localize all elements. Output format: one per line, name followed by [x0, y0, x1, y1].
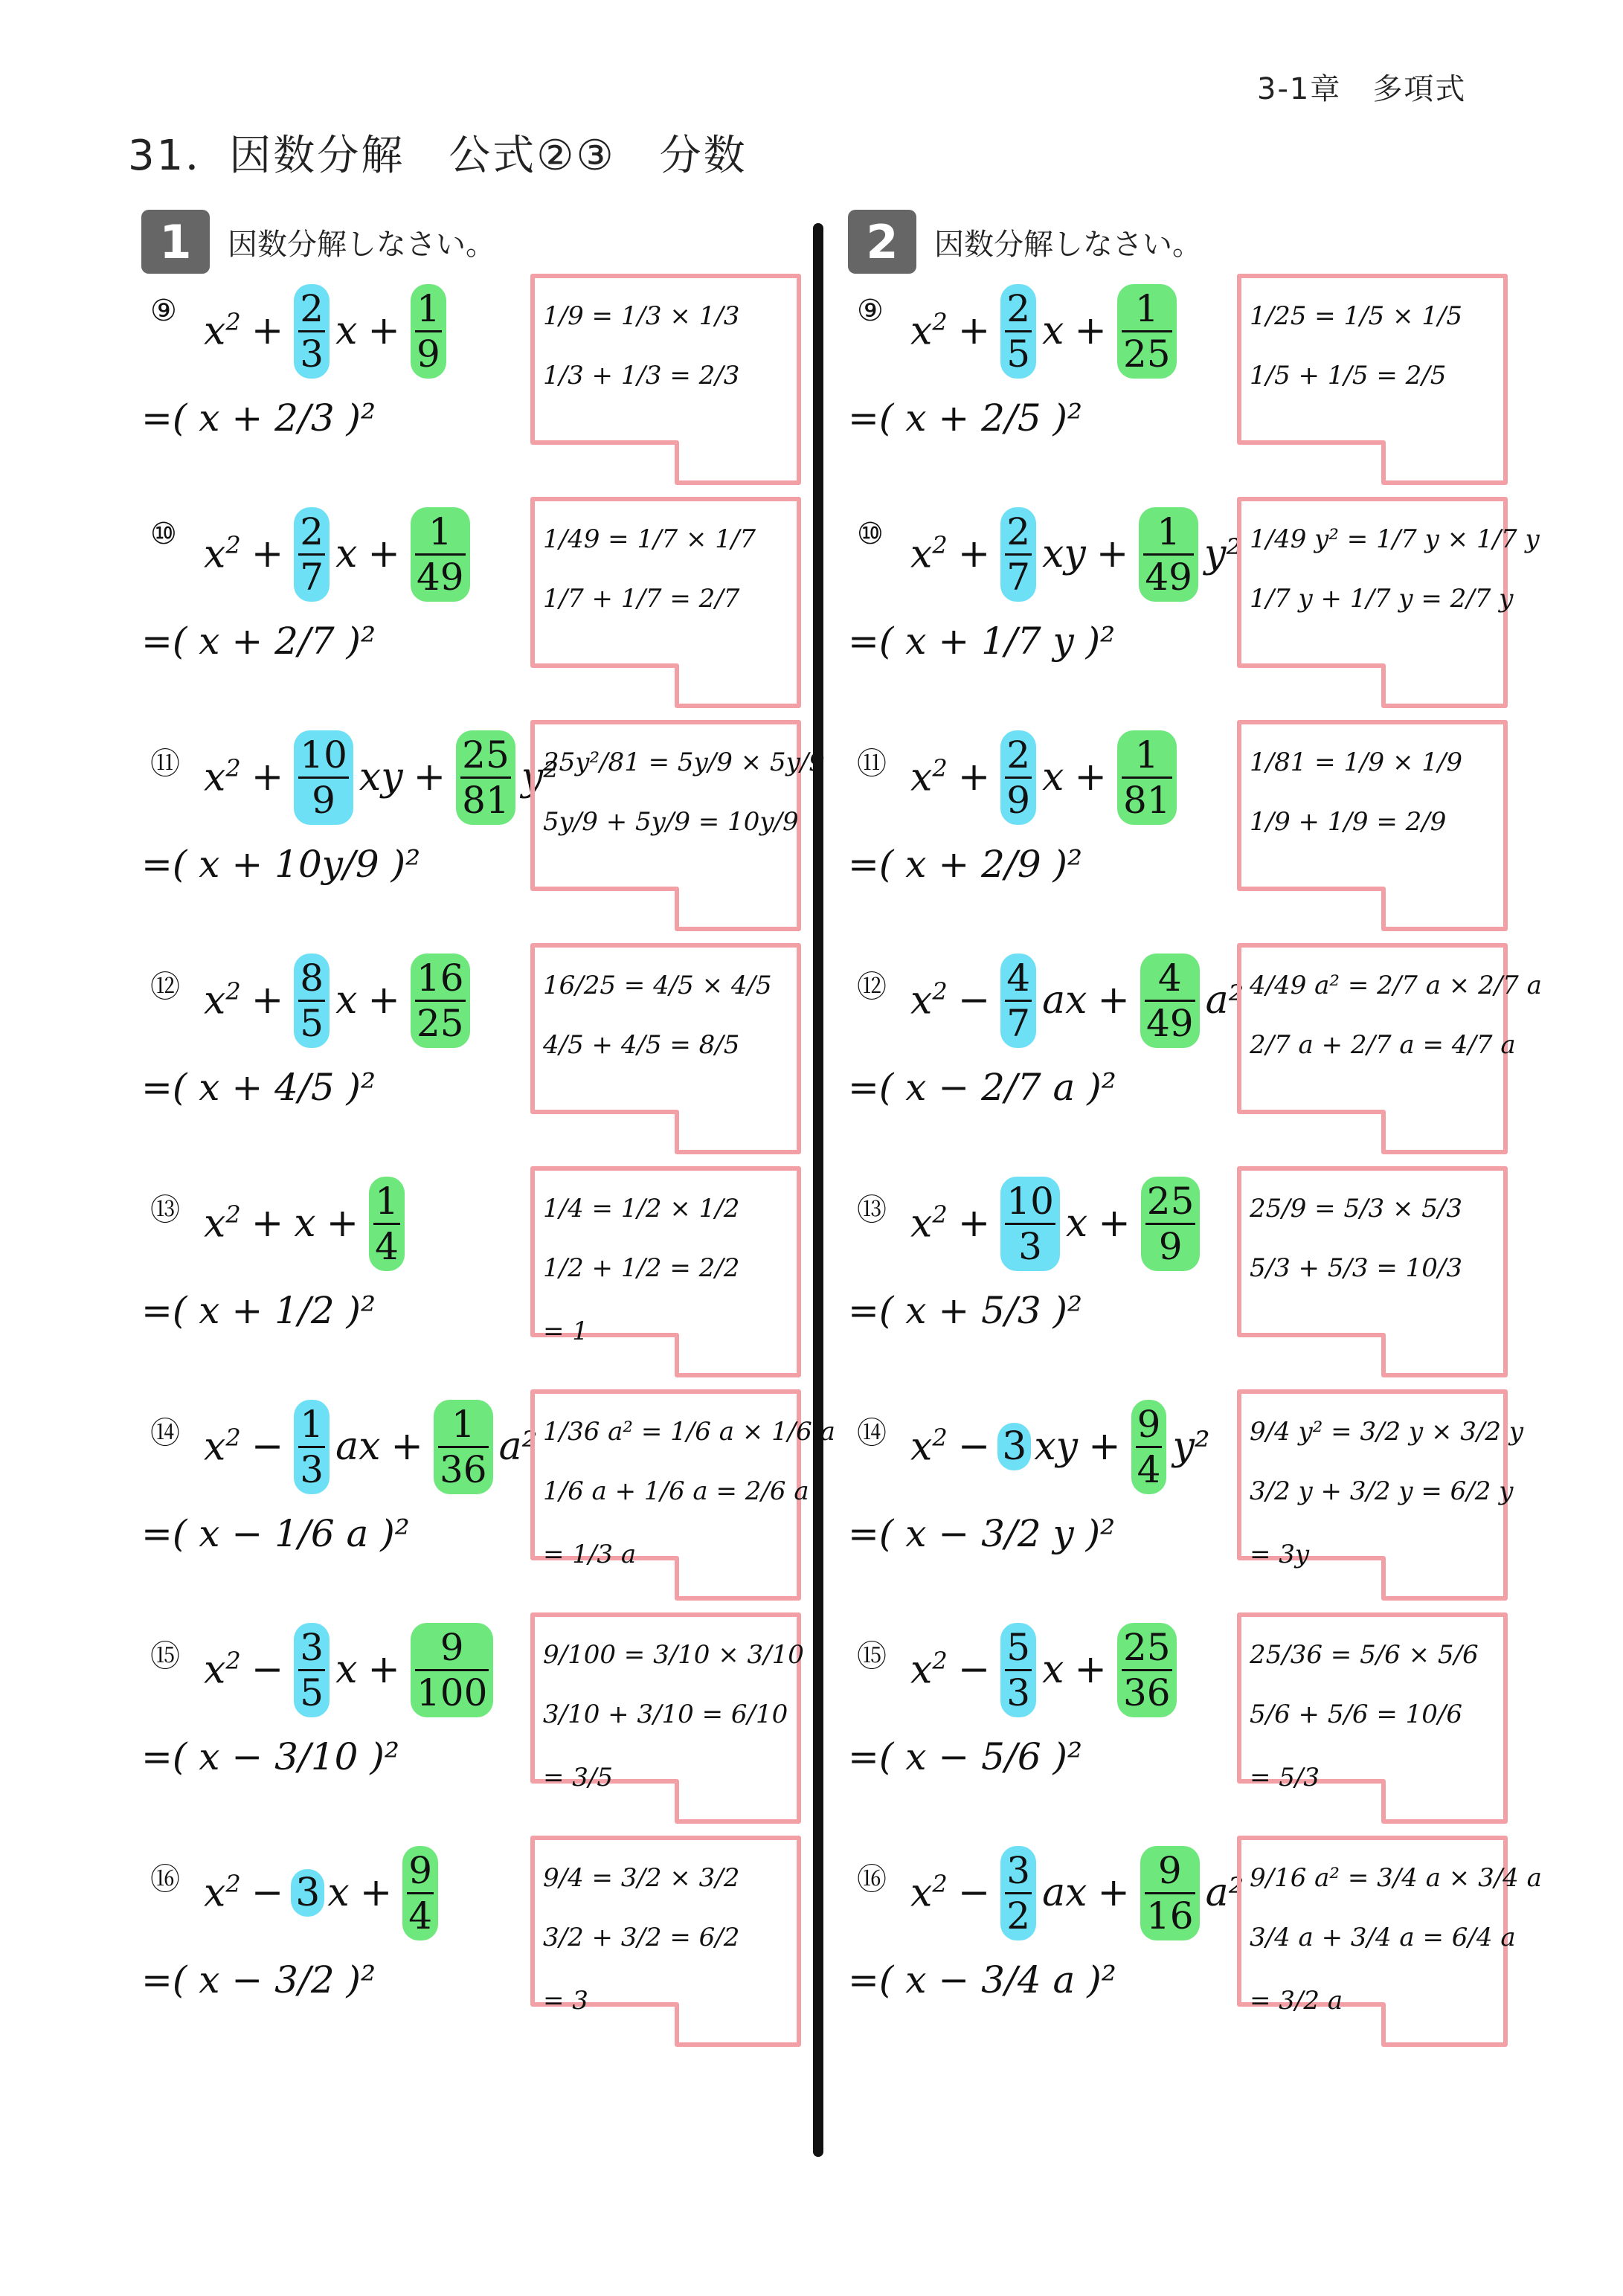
- x-squared-term: $x^2$: [204, 531, 241, 577]
- denominator: 49: [1145, 555, 1192, 599]
- working-box: [1235, 718, 1510, 933]
- constant-variable: a²: [1205, 978, 1244, 1023]
- working-line-3: = 5/3: [1250, 1763, 1320, 1792]
- working-box: [1235, 1164, 1510, 1380]
- constant-term: [411, 1623, 493, 1717]
- constant-term: [1117, 1623, 1177, 1717]
- numerator: 3: [1006, 1848, 1031, 1892]
- middle-coefficient: [294, 954, 330, 1048]
- numerator: 5: [1006, 1625, 1031, 1669]
- x-squared-term: $x^2$: [204, 1424, 241, 1470]
- middle-sign: +: [251, 1201, 284, 1246]
- middle-sign: −: [957, 978, 991, 1023]
- numerator: 9: [440, 1625, 464, 1669]
- problem: [134, 710, 878, 933]
- middle-variable: ax: [1042, 978, 1087, 1023]
- handwritten-answer: =( x + 10y/9 )²: [141, 843, 421, 886]
- handwritten-answer: =( x + 1/2 )²: [141, 1289, 376, 1332]
- working-box: [1235, 1833, 1542, 2049]
- middle-coefficient: 3: [291, 1869, 324, 1917]
- problem-expression: [907, 1395, 1213, 1499]
- problem-expression: [907, 1841, 1247, 1945]
- problem-expression: [201, 948, 479, 1052]
- numerator: 1: [300, 1402, 324, 1446]
- numerator: 10: [300, 733, 347, 776]
- x-squared-term: $x^2$: [910, 308, 948, 354]
- middle-sign: +: [251, 532, 284, 576]
- middle-coefficient: [1000, 284, 1036, 379]
- handwritten-answer: =( x − 2/7 a )²: [848, 1066, 1116, 1109]
- middle-variable: x: [1042, 1647, 1064, 1692]
- middle-variable: xy: [1042, 532, 1086, 576]
- working-line-2: 3/10 + 3/10 = 6/10: [543, 1700, 788, 1729]
- numerator: 9: [1137, 1402, 1161, 1446]
- problem-expression: [907, 725, 1186, 829]
- x-squared-term: $x^2$: [204, 1870, 241, 1916]
- working-line-3: = 3y: [1250, 1540, 1310, 1569]
- denominator: 9: [312, 778, 335, 822]
- problem-number: ⑬: [857, 1193, 887, 1227]
- numerator: 1: [1134, 733, 1159, 776]
- middle-variable: x: [1042, 755, 1064, 800]
- handwritten-answer: =( x − 5/6 )²: [848, 1735, 1083, 1778]
- working-line-1: 25y²/81 = 5y/9 × 5y/9: [543, 747, 825, 777]
- numerator: 2: [1006, 509, 1031, 553]
- section-instruction: 因数分解しなさい。: [228, 227, 495, 262]
- numerator: 10: [1006, 1179, 1054, 1223]
- numerator: 2: [300, 509, 324, 553]
- working-box: [528, 1833, 803, 2049]
- x-squared-term: $x^2$: [204, 308, 241, 354]
- plus-sign: +: [367, 309, 400, 353]
- middle-coefficient: [294, 1400, 330, 1494]
- problem: [841, 933, 1584, 1157]
- x-squared-term: $x^2$: [910, 1200, 948, 1247]
- problem: [134, 1603, 878, 1826]
- denominator: 4: [408, 1894, 433, 1938]
- problem: [134, 487, 878, 710]
- middle-coefficient: [1000, 507, 1036, 602]
- working-line-2: 1/6 a + 1/6 a = 2/6 a: [543, 1476, 809, 1506]
- plus-sign: +: [326, 1201, 359, 1246]
- page-title: 31．因数分解 公式②③ 分数: [128, 132, 748, 180]
- working-line-3: = 1: [543, 1316, 588, 1346]
- working-box: [1235, 941, 1542, 1157]
- handwritten-answer: =( x + 2/5 )²: [848, 396, 1083, 440]
- plus-sign: +: [367, 978, 400, 1023]
- plus-sign: +: [367, 1647, 400, 1692]
- working-line-2: 3/2 y + 3/2 y = 6/2 y: [1250, 1476, 1514, 1506]
- working-line-1: 9/4 y² = 3/2 y × 3/2 y: [1250, 1417, 1524, 1447]
- plus-sign: +: [1097, 978, 1130, 1023]
- working-line-2: 5/6 + 5/6 = 10/6: [1250, 1700, 1462, 1729]
- plus-sign: +: [1098, 1201, 1131, 1246]
- problem: [134, 933, 878, 1157]
- handwritten-answer: =( x − 3/2 )²: [141, 1958, 376, 2001]
- working-line-1: 1/25 = 1/5 × 1/5: [1250, 301, 1462, 331]
- problem: [841, 1826, 1584, 2049]
- problem: [841, 710, 1584, 933]
- working-line-3: = 3: [543, 1986, 588, 2016]
- numerator: 2: [1006, 733, 1031, 776]
- plus-sign: +: [413, 755, 446, 800]
- plus-sign: +: [1074, 309, 1107, 353]
- numerator: 1: [451, 1402, 475, 1446]
- constant-term: [1140, 1846, 1200, 1940]
- section-header: [848, 212, 1202, 271]
- x-squared-term: $x^2$: [910, 977, 948, 1023]
- middle-variable: x: [294, 1201, 316, 1246]
- numerator: 1: [1134, 286, 1159, 330]
- denominator: 36: [439, 1447, 487, 1491]
- x-squared-term: $x^2$: [910, 1870, 948, 1916]
- working-box: [528, 941, 803, 1157]
- constant-term: [411, 507, 470, 602]
- working-box: [1235, 495, 1540, 710]
- numerator: 1: [1157, 509, 1181, 553]
- working-line-2: 3/4 a + 3/4 a = 6/4 a: [1250, 1923, 1516, 1952]
- constant-variable: y²: [1203, 532, 1242, 576]
- handwritten-answer: =( x − 3/2 y )²: [848, 1512, 1116, 1555]
- denominator: 5: [300, 1001, 324, 1045]
- problem-number: ⑭: [857, 1416, 887, 1450]
- working-box: [528, 718, 825, 933]
- working-line-2: 4/5 + 4/5 = 8/5: [543, 1030, 740, 1060]
- middle-variable: x: [335, 309, 358, 353]
- denominator: 7: [1006, 555, 1031, 599]
- denominator: 3: [300, 1447, 324, 1491]
- constant-term: [1117, 730, 1177, 825]
- numerator: 4: [1006, 956, 1031, 1000]
- constant-term: [434, 1400, 493, 1494]
- problem-expression: [907, 1618, 1186, 1722]
- working-line-1: 1/9 = 1/3 × 1/3: [543, 301, 740, 331]
- middle-sign: +: [251, 978, 284, 1023]
- problem-number: ⑯: [857, 1862, 887, 1897]
- problem: [841, 487, 1584, 710]
- numerator: 8: [300, 956, 324, 1000]
- middle-variable: x: [1065, 1201, 1088, 1246]
- middle-coefficient: [294, 507, 330, 602]
- denominator: 7: [300, 555, 324, 599]
- handwritten-answer: =( x − 3/4 a )²: [848, 1958, 1116, 2001]
- constant-term: [456, 730, 515, 825]
- working-line-1: 1/49 = 1/7 × 1/7: [543, 524, 756, 554]
- working-line-2: 3/2 + 3/2 = 6/2: [543, 1923, 740, 1952]
- denominator: 9: [416, 332, 440, 376]
- middle-sign: −: [251, 1871, 284, 1915]
- working-line-1: 16/25 = 4/5 × 4/5: [543, 971, 772, 1000]
- plus-sign: +: [1074, 1647, 1107, 1692]
- constant-term: [369, 1177, 405, 1271]
- working-line-2: 1/7 y + 1/7 y = 2/7 y: [1250, 584, 1514, 614]
- handwritten-answer: =( x + 2/7 )²: [141, 620, 376, 663]
- working-line-2: 1/7 + 1/7 = 2/7: [543, 584, 740, 614]
- problem-number: ⑮: [857, 1639, 887, 1673]
- working-line-2: 2/7 a + 2/7 a = 4/7 a: [1250, 1030, 1516, 1060]
- plus-sign: +: [1096, 532, 1129, 576]
- middle-sign: −: [251, 1424, 284, 1469]
- denominator: 16: [1145, 1894, 1194, 1938]
- denominator: 3: [1018, 1224, 1042, 1268]
- middle-coefficient: [294, 730, 353, 825]
- denominator: 5: [1006, 332, 1031, 376]
- constant-variable: y²: [1172, 1424, 1210, 1469]
- section-header: [141, 212, 495, 271]
- middle-variable: ax: [335, 1424, 381, 1469]
- working-line-1: 25/9 = 5/3 × 5/3: [1250, 1194, 1462, 1223]
- plus-sign: +: [1088, 1424, 1121, 1469]
- working-box: [528, 1387, 835, 1603]
- problem-expression: [201, 1841, 447, 1945]
- problem: [134, 264, 878, 487]
- problem: [841, 264, 1584, 487]
- middle-sign: −: [957, 1871, 991, 1915]
- middle-variable: ax: [1042, 1871, 1087, 1915]
- working-line-1: 9/4 = 3/2 × 3/2: [543, 1863, 740, 1893]
- problem-number: ⑯: [150, 1862, 180, 1897]
- problem-number: ⑪: [857, 747, 887, 781]
- numerator: 9: [408, 1848, 433, 1892]
- constant-variable: y²: [521, 755, 559, 800]
- denominator: 5: [300, 1670, 324, 1714]
- problem-expression: [201, 1395, 540, 1499]
- middle-coefficient: [1000, 1846, 1036, 1940]
- working-line-1: 1/49 y² = 1/7 y × 1/7 y: [1250, 524, 1540, 554]
- denominator: 81: [462, 778, 510, 822]
- x-squared-term: $x^2$: [204, 977, 241, 1023]
- problem-number: ⑭: [150, 1416, 180, 1450]
- working-box: [528, 271, 803, 487]
- numerator: 25: [462, 733, 510, 776]
- working-box: [528, 495, 803, 710]
- middle-variable: xy: [359, 755, 403, 800]
- working-line-1: 1/81 = 1/9 × 1/9: [1250, 747, 1462, 777]
- working-box: [1235, 271, 1510, 487]
- working-box: [1235, 1387, 1524, 1603]
- middle-coefficient: 3: [997, 1423, 1031, 1470]
- x-squared-term: $x^2$: [204, 754, 241, 800]
- problem-number: ⑮: [150, 1639, 180, 1673]
- working-line-1: 9/16 a² = 3/4 a × 3/4 a: [1250, 1863, 1542, 1893]
- middle-sign: −: [251, 1647, 284, 1692]
- problem-expression: [907, 1171, 1209, 1276]
- numerator: 2: [1006, 286, 1031, 330]
- denominator: 4: [375, 1224, 399, 1268]
- problem-expression: [201, 1618, 502, 1722]
- section-number: 2: [848, 210, 916, 274]
- working-box: [1235, 1610, 1510, 1826]
- x-squared-term: $x^2$: [910, 1424, 948, 1470]
- plus-sign: +: [1074, 755, 1107, 800]
- middle-coefficient: [294, 284, 330, 379]
- constant-term: [1117, 284, 1177, 379]
- plus-sign: +: [359, 1871, 393, 1915]
- constant-term: [1131, 1400, 1167, 1494]
- x-squared-term: $x^2$: [910, 754, 948, 800]
- working-line-2: 1/2 + 1/2 = 2/2: [543, 1253, 740, 1283]
- middle-sign: +: [251, 755, 284, 800]
- denominator: 25: [416, 1001, 464, 1045]
- numerator: 1: [428, 509, 452, 553]
- working-line-1: 4/49 a² = 2/7 a × 2/7 a: [1250, 971, 1542, 1000]
- constant-variable: a²: [498, 1424, 538, 1469]
- middle-sign: +: [957, 1201, 991, 1246]
- plus-sign: +: [1097, 1871, 1130, 1915]
- working-line-1: 1/36 a² = 1/6 a × 1/6 a: [543, 1417, 835, 1447]
- problem-number: ⑨: [857, 294, 884, 328]
- problem-number: ⑨: [150, 294, 177, 328]
- plus-sign: +: [367, 532, 400, 576]
- denominator: 25: [1122, 332, 1171, 376]
- handwritten-answer: =( x + 2/3 )²: [141, 396, 376, 440]
- numerator: 16: [416, 956, 464, 1000]
- problem: [841, 1603, 1584, 1826]
- numerator: 1: [416, 286, 440, 330]
- middle-coefficient: [1000, 954, 1036, 1048]
- constant-term: [411, 284, 446, 379]
- working-line-2: 1/3 + 1/3 = 2/3: [543, 361, 740, 390]
- middle-sign: −: [957, 1424, 991, 1469]
- working-line-2: 5y/9 + 5y/9 = 10y/9: [543, 807, 799, 837]
- working-line-1: 25/36 = 5/6 × 5/6: [1250, 1640, 1479, 1670]
- numerator: 25: [1146, 1179, 1195, 1223]
- constant-term: [1139, 507, 1198, 602]
- working-line-1: 1/4 = 1/2 × 1/2: [543, 1194, 740, 1223]
- middle-variable: x: [335, 1647, 358, 1692]
- problem-expression: [201, 725, 562, 829]
- x-squared-term: $x^2$: [910, 1647, 948, 1693]
- denominator: 36: [1122, 1670, 1171, 1714]
- constant-term: [1140, 954, 1200, 1048]
- middle-coefficient: [1000, 730, 1036, 825]
- problem: [841, 1380, 1584, 1603]
- middle-sign: +: [957, 309, 991, 353]
- working-box: [528, 1164, 803, 1380]
- constant-term: [402, 1846, 438, 1940]
- middle-variable: x: [327, 1871, 350, 1915]
- working-box: [528, 1610, 803, 1826]
- middle-variable: x: [1042, 309, 1064, 353]
- problem-expression: [201, 1171, 414, 1276]
- problem-number: ⑪: [150, 747, 180, 781]
- x-squared-term: $x^2$: [204, 1647, 241, 1693]
- middle-variable: x: [335, 978, 358, 1023]
- middle-variable: xy: [1034, 1424, 1079, 1469]
- working-line-2: 1/9 + 1/9 = 2/9: [1250, 807, 1447, 837]
- problem-number: ⑩: [857, 517, 884, 551]
- handwritten-answer: =( x − 3/10 )²: [141, 1735, 399, 1778]
- middle-sign: +: [957, 755, 991, 800]
- problem-number: ⑫: [150, 970, 180, 1004]
- numerator: 1: [375, 1179, 399, 1223]
- problem: [134, 1380, 878, 1603]
- middle-coefficient: [1000, 1177, 1060, 1271]
- numerator: 2: [300, 286, 324, 330]
- problem-expression: [907, 948, 1247, 1052]
- handwritten-answer: =( x + 1/7 y )²: [848, 620, 1116, 663]
- constant-term: [411, 954, 470, 1048]
- constant-term: [1141, 1177, 1201, 1271]
- problem-number: ⑬: [150, 1193, 180, 1227]
- denominator: 3: [1006, 1670, 1031, 1714]
- handwritten-answer: =( x + 5/3 )²: [848, 1289, 1083, 1332]
- problem-expression: [201, 279, 455, 383]
- middle-sign: +: [251, 309, 284, 353]
- denominator: 49: [416, 555, 464, 599]
- numerator: 4: [1157, 956, 1182, 1000]
- handwritten-answer: =( x + 4/5 )²: [141, 1066, 376, 1109]
- handwritten-answer: =( x − 1/6 a )²: [141, 1512, 410, 1555]
- x-squared-term: $x^2$: [910, 531, 948, 577]
- middle-variable: x: [335, 532, 358, 576]
- constant-variable: a²: [1205, 1871, 1244, 1915]
- handwritten-answer: =( x + 2/9 )²: [848, 843, 1083, 886]
- section-2: [841, 212, 1584, 2176]
- denominator: 2: [1006, 1894, 1031, 1938]
- problem: [841, 1157, 1584, 1380]
- denominator: 81: [1122, 778, 1171, 822]
- middle-coefficient: [1000, 1623, 1036, 1717]
- denominator: 4: [1137, 1447, 1161, 1491]
- working-line-3: = 3/2 a: [1250, 1986, 1343, 2016]
- chapter-label: 3-1章 多項式: [1257, 72, 1467, 106]
- middle-sign: +: [957, 532, 991, 576]
- problem-number: ⑩: [150, 517, 177, 551]
- section-number: 1: [141, 210, 210, 274]
- working-line-2: 5/3 + 5/3 = 10/3: [1250, 1253, 1462, 1283]
- working-line-3: = 1/3 a: [543, 1540, 637, 1569]
- denominator: 9: [1006, 778, 1031, 822]
- problem-expression: [907, 279, 1186, 383]
- denominator: 49: [1145, 1001, 1194, 1045]
- denominator: 7: [1006, 1001, 1031, 1045]
- problem: [134, 1826, 878, 2049]
- x-squared-term: $x^2$: [204, 1200, 241, 1247]
- numerator: 3: [300, 1625, 324, 1669]
- denominator: 3: [300, 332, 324, 376]
- working-line-2: 1/5 + 1/5 = 2/5: [1250, 361, 1447, 390]
- plus-sign: +: [391, 1424, 423, 1469]
- numerator: 9: [1157, 1848, 1182, 1892]
- middle-sign: −: [957, 1647, 991, 1692]
- section-instruction: 因数分解しなさい。: [934, 227, 1202, 262]
- section-1: [134, 212, 878, 2176]
- working-line-3: = 3/5: [543, 1763, 614, 1792]
- numerator: 25: [1122, 1625, 1171, 1669]
- problem-number: ⑫: [857, 970, 887, 1004]
- middle-coefficient: [294, 1623, 330, 1717]
- denominator: 9: [1158, 1224, 1183, 1268]
- problem: [134, 1157, 878, 1380]
- denominator: 100: [416, 1670, 488, 1714]
- problem-expression: [907, 502, 1244, 606]
- working-line-1: 9/100 = 3/10 × 3/10: [543, 1640, 804, 1670]
- problem-expression: [201, 502, 479, 606]
